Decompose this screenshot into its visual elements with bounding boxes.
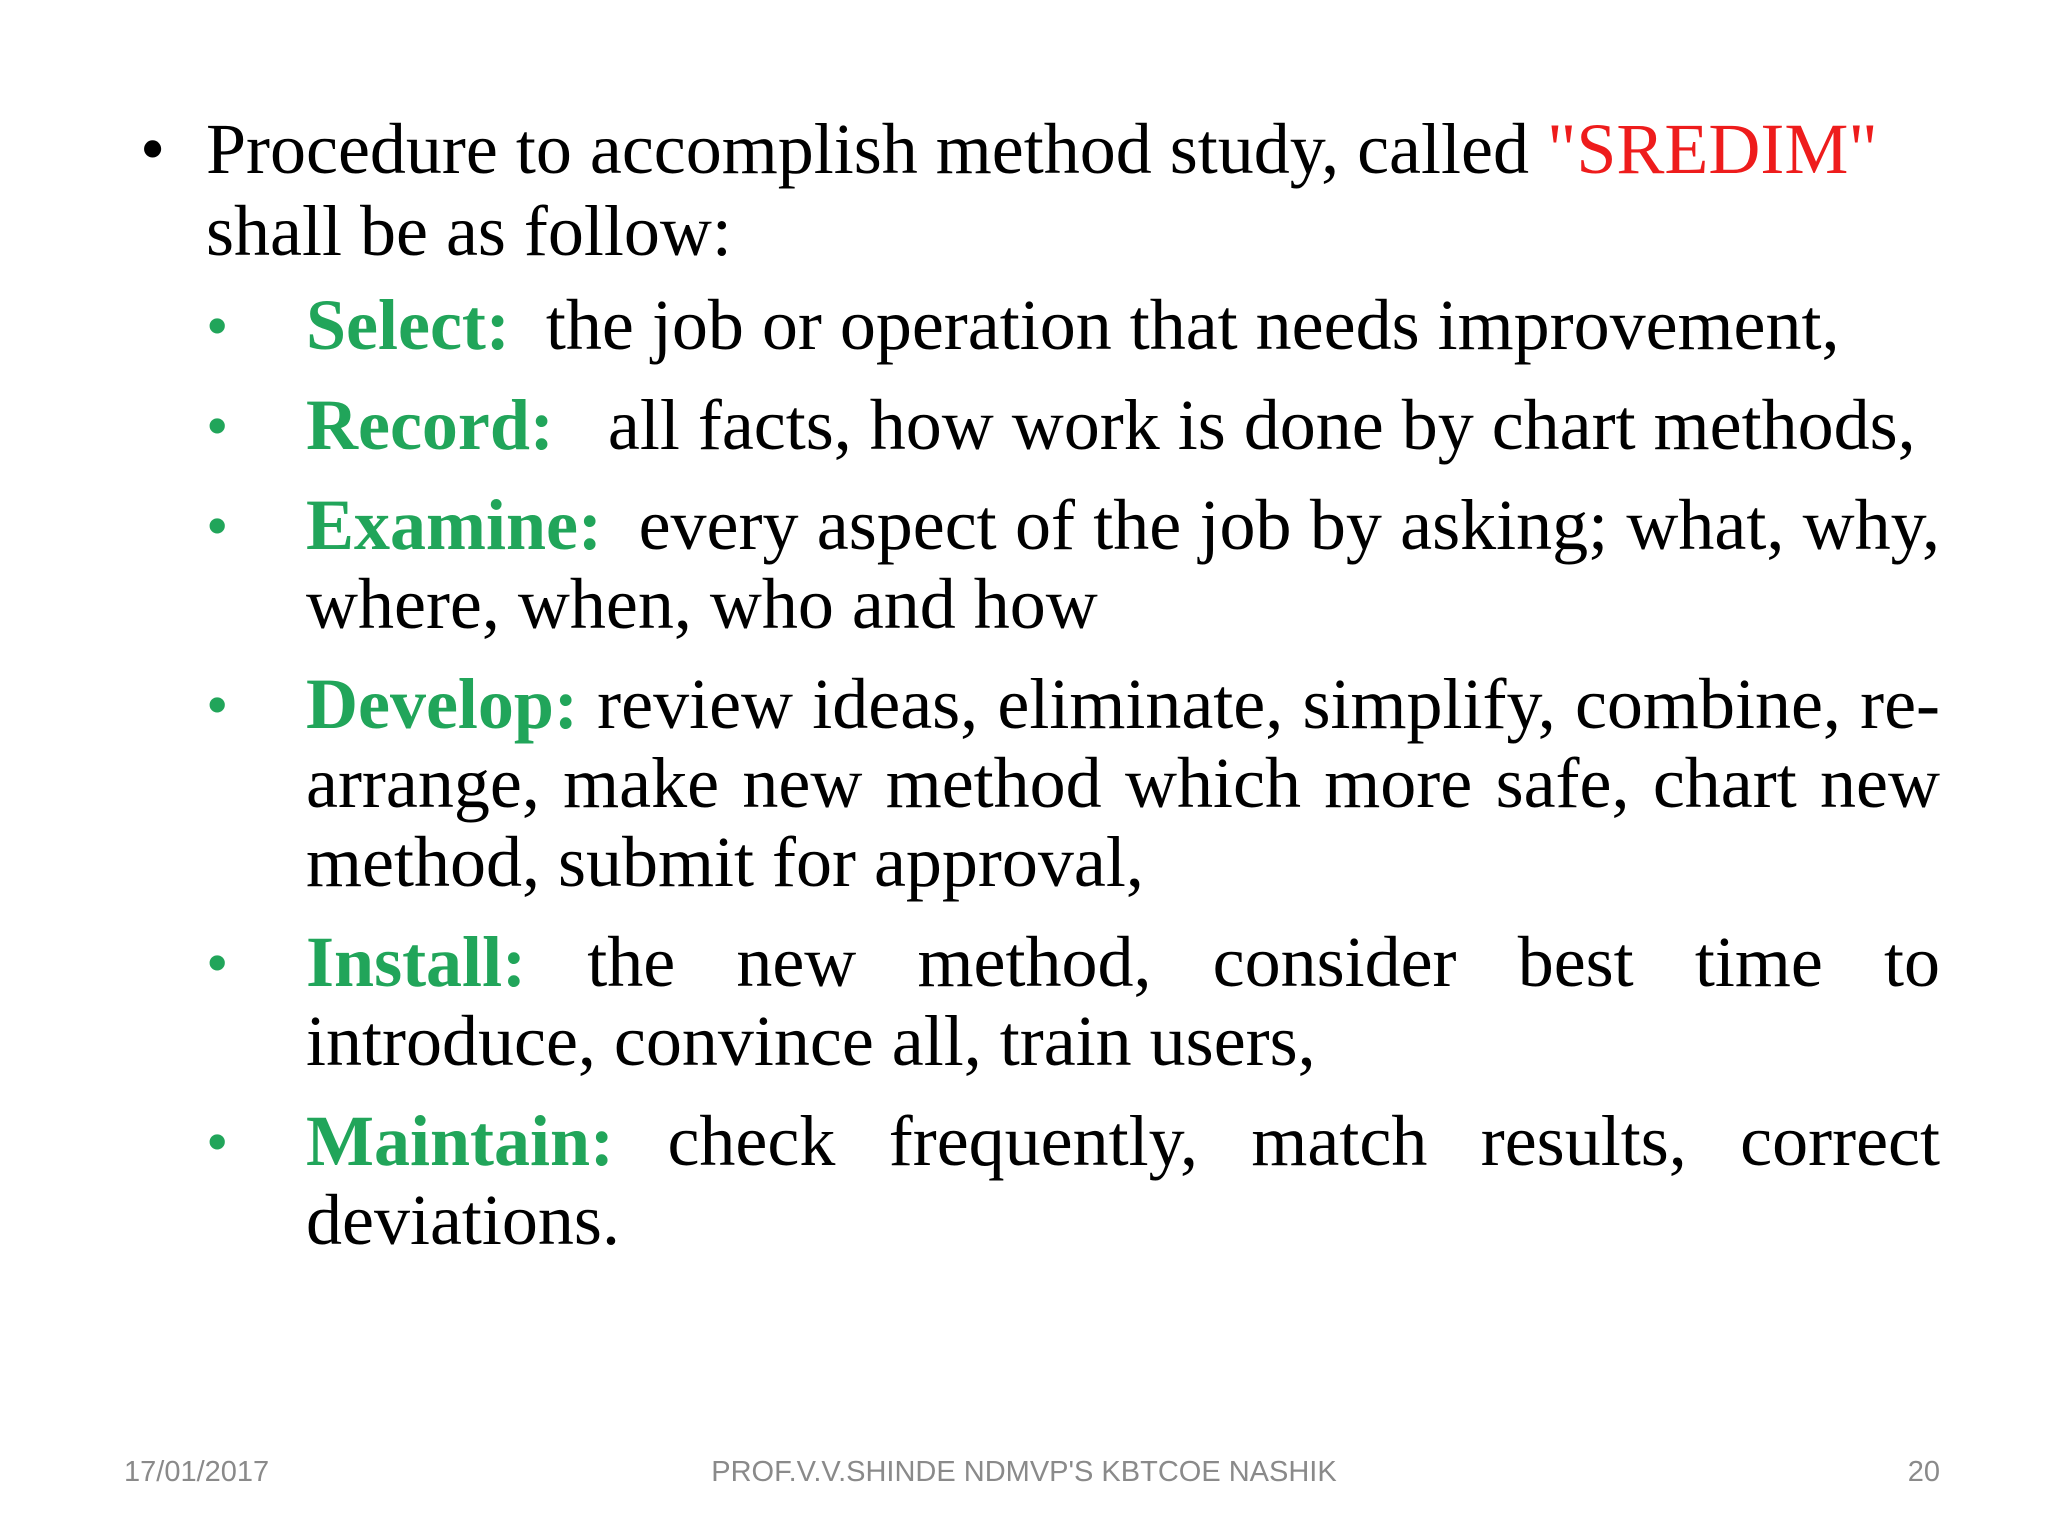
step-description: the new method, consider best time to introduce, convince all, train users, xyxy=(306,922,1940,1081)
step-maintain xyxy=(206,1102,1940,1260)
bullet-icon: • xyxy=(206,290,229,361)
step-term: Examine: xyxy=(306,485,602,565)
intro-text-before: Procedure to accomplish method study, called xyxy=(206,109,1547,189)
bullet-icon: • xyxy=(206,927,229,998)
sredim-steps-list xyxy=(206,286,1940,1260)
step-term: Maintain: xyxy=(306,1101,615,1181)
sredim-highlight: "SREDIM" xyxy=(1546,109,1878,189)
step-term: Install: xyxy=(306,922,527,1002)
step-description: every aspect of the job by asking; what, why, where, when, who and how xyxy=(306,485,1940,644)
step-select xyxy=(206,286,1940,365)
step-description: all facts, how work is done by chart methods, xyxy=(607,385,1916,465)
step-examine xyxy=(206,486,1940,644)
intro-text-after: shall be as follow: xyxy=(206,191,732,271)
step-term: Record: xyxy=(306,385,554,465)
bullet-icon: • xyxy=(206,490,229,561)
step-develop xyxy=(206,665,1940,902)
step-term: Select: xyxy=(306,285,510,365)
slide-content xyxy=(140,108,1940,1281)
bullet-icon: • xyxy=(206,669,229,740)
step-record xyxy=(206,386,1940,465)
step-description: check frequently, match results, correct deviations. xyxy=(306,1101,1940,1260)
bullet-icon: • xyxy=(140,109,166,189)
step-term: Develop: xyxy=(306,664,578,744)
footer-page-number: 20 xyxy=(1907,1456,1940,1488)
main-bullet-item xyxy=(140,108,1940,272)
footer-author: PROF.V.V.SHINDE NDMVP'S KBTCOE NASHIK xyxy=(711,1456,1337,1488)
step-description: review ideas, eliminate, simplify, combine, re-arrange, make new method which more safe, chart new method, submit for approval, xyxy=(306,664,1941,902)
step-description: the job or operation that needs improvement, xyxy=(545,285,1840,365)
step-install xyxy=(206,923,1940,1081)
bullet-icon: • xyxy=(206,1106,229,1177)
footer-date: 17/01/2017 xyxy=(124,1456,270,1488)
bullet-icon: • xyxy=(206,390,229,461)
